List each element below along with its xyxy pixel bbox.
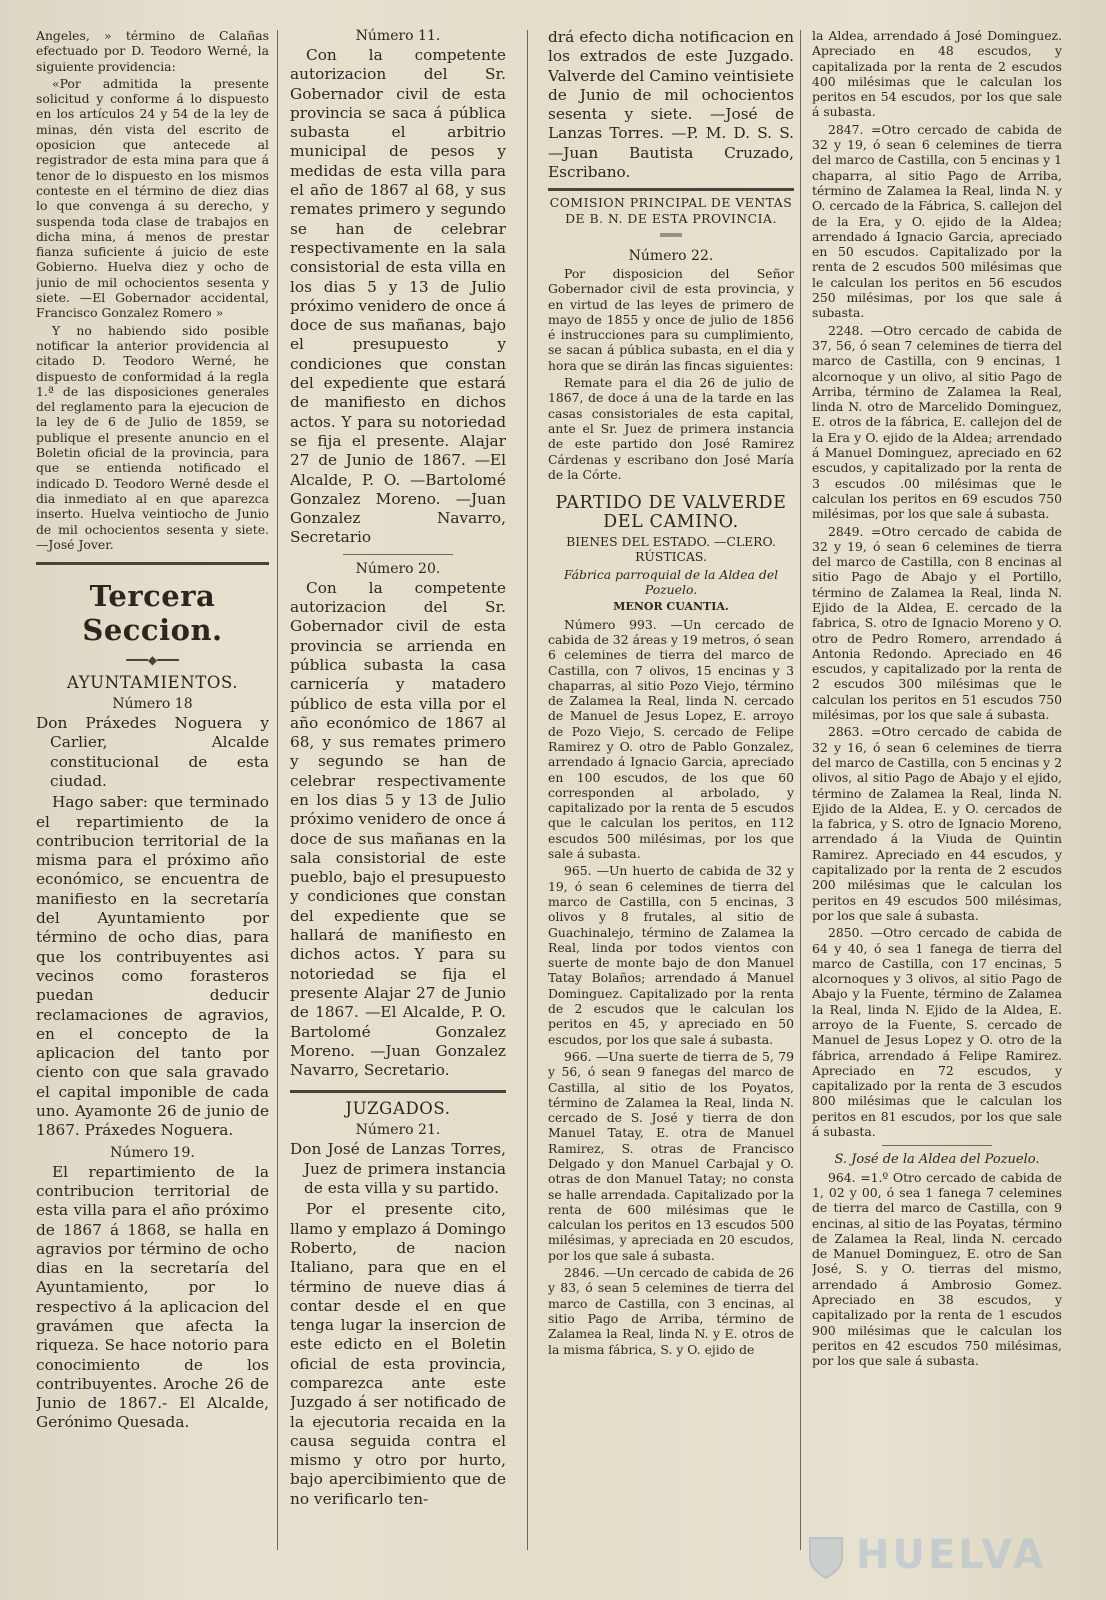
sanjose-heading: S. José de la Aldea del Pozuelo. xyxy=(834,1152,1040,1168)
estate-entry: 2863. =Otro cercado de cabida de 32 y 16, ó sean 6 celemines de tierra del marco de Castilla, con 5 encinas y 2 olivos, al sitio Pago de Abajo y el ejido, término de Zalamea la Real, linda N. Ejido de la Aldea, E. y O. cercados de la fabrica, y S. otro de Ignacio Moreno, arrendado á la Viuda de Quintin Ramirez. Apreciado en 44 escudos, y capitalizado por la renta de 2 escudos 200 milésimas que le calculan los peritos en 49 escudos 500 milésimas, por los que sale á subasta. xyxy=(812,724,1062,923)
column-4 xyxy=(812,28,1062,1588)
paragraph: Con la competente autorizacion del Sr. Gobernador civil de esta provincia se arrienda en pública subasta la casa carnicería y matadero público de esta villa por el año económico de 1867 al 68, y sus remates primero y segundo se han de celebrar respectivamente en los dias 5 y 13 de Julio próximo venidero de once á doce de sus mañanas en la sala consistorial de este pueblo, bajo el presupuesto y condiciones que constan del expediente que se hallará de manifiesto en dichos actos. Y para su notoriedad se fija el presente Alajar 27 de Junio de 1867. —El Alcalde, P. O. Bartolomé Gonzalez Moreno. —Juan Gonzalez Navarro, Secretario. xyxy=(290,578,506,1080)
estate-entry: 2847. =Otro cercado de cabida de 32 y 19, ó sean 6 celemines de tierra del marco de Castilla, con 5 encinas y 1 chaparra, al sitio Pago de Arriba, término de Zalamea la Real, linda N. y O. cercado de la Fábrica, S. callejon del de la Era, y O. ejido de la Aldea; arrendado á Ignacio Garcia, apreciado en 50 escudos. Capitalizado por la renta de 2 escudos 500 milésimas que le calculan los peritos en 56 escudos 250 milésimas, por los que sale á subasta. xyxy=(812,121,1062,321)
paragraph: la Aldea, arrendado á José Dominguez. Apreciado en 48 escudos, y capitalizada por la renta de 2 escudos 400 milésimas que le calculan los peritos en 54 escudos, por los que sale á subasta. xyxy=(812,28,1062,120)
subsection-heading: JUZGADOS. xyxy=(345,1099,451,1119)
notice-number: Número 22. xyxy=(628,247,714,264)
section-rule xyxy=(548,188,794,191)
section-rule xyxy=(290,1090,506,1093)
paragraph: Y no habiendo sido posible notificar la anterior providencia al citado D. Teodoro Werné, he dispuesto de conformidad á la regla 1.ª de las disposiciones generales del reglamento para la ejecucion de la ley de 6 de Julio de 1859, se publique el presente anuncio en el Boletin oficial de la provincia, para que se entienda notificado el indicado D. Teodoro Werné desde el dia inmediato al en que aparezca inserto. Huelva veintiocho de Junio de mil ochocientos sesenta y siete. —José Jover. xyxy=(36,322,269,552)
section-rule xyxy=(36,562,269,565)
column-3 xyxy=(548,28,794,1588)
notice-number: Número 19. xyxy=(110,1144,195,1161)
notice-number: Número 20. xyxy=(355,560,441,577)
subsection-heading: AYUNTAMIENTOS. xyxy=(66,673,239,693)
watermark: HUELVA xyxy=(856,1532,1047,1578)
column-rule xyxy=(277,30,278,1550)
paragraph: Remate para el dia 26 de julio de 1867, de doce á una de la tarde en las casas consistoriales de esta capital, ante el Sr. Juez de primera instancia de este partido don José Ramirez Cárdenas y escribano don José María de la Córte. xyxy=(548,375,794,482)
notice-number: Número 18 xyxy=(112,696,193,713)
estate-entry: 2248. —Otro cercado de cabida de 37, 56, ó sean 7 celemines de tierra del marco de Castilla, con 9 encinas, 1 alcornoque y un olivo, al sitio Pago de Arriba, término de Zalamea la Real, linda N. otro de Marcelido Dominguez, E. otros de la fábrica, E. callejon del de la Era y O. ejido de la Aldea; arrendado á Manuel Dominguez, apreciado en 62 escudos, y capitalizado por la renta de 3 escudos .00 milésimas que le calculan los peritos en 69 escudos 750 milésimas, por los que sale á subasta. xyxy=(812,322,1062,522)
notice-number: Número 11. xyxy=(355,28,441,44)
fabrica-heading: Fábrica parroquial de la Aldea del Pozuelo. xyxy=(563,566,779,598)
paragraph: Con la competente autorizacion del Sr. Gobernador civil de esta provincia se saca á pública subasta el arbitrio municipal de pesos y medidas de esta villa para el año de 1867 al 68, y sus remates primero y segundo se han de celebrar respectivamente en la sala consistorial de esta villa en los dias 5 y 13 de Julio próximo venidero de once á doce de sus mañanas, bajo el presupuesto y condiciones que constan del expediente que estará de manifiesto en dichos actos. Y para su notoriedad se fija el presente. Alajar 27 de Junio de 1867. —El Alcalde, P. O. —Bartolomé Gonzalez Moreno. —Juan Gonzalez Navarro, Secretario xyxy=(290,46,506,547)
notice-number: Número 21. xyxy=(355,1122,441,1139)
paragraph: Don Práxedes Noguera y Carlier, Alcalde constitucional de esta ciudad. xyxy=(36,714,269,790)
column-1 xyxy=(36,28,269,1588)
party-heading: PARTIDO DE VALVERDE DEL CAMINO. xyxy=(555,493,787,533)
ornament-divider: ═══ xyxy=(660,227,682,242)
ornament-divider: ━━━◆━━━ xyxy=(126,653,179,668)
estate-entry: 2850. —Otro cercado de cabida de 64 y 40, ó sea 1 fanega de tierra del marco de Castilla, con 17 encinas, 5 alcornoques y 3 olivos, al sitio Pago de Abajo y la Fuente, término de Zalamea la Real, linda N. Ejido de la Aldea, E. arroyo de la Fuente, S. cercado de Manuel de Jesus Lopez y O. otro de la fábrica, arrendado á Felipe Ramirez. Apreciado en 72 escudos, y capitalizado por la renta de 3 escudos 800 milésimas que le calculan los peritos en 81 escudos, por los que sale á subasta. xyxy=(812,925,1062,1140)
paragraph: Por disposicion del Señor Gobernador civil de esta provincia, y en virtud de las leyes de primero de mayo de 1855 y once de julio de 1856 é instrucciones para su cumplimiento, se sacan á pública subasta, en el dia y hora que se dirán las fincas siguientes: xyxy=(548,265,794,373)
paragraph: El repartimiento de la contribucion territorial de esta villa para el año próximo de 1867 á 1868, se halla en agravios por término de ocho dias en la secretaría del Ayuntamiento, por lo respectivo á la aplicacion del gravámen que afecta la riqueza. Se hace notorio para conocimiento de los contribuyentes. Aroche 26 de Junio de 1867.- El Alcalde, Gerónimo Quesada. xyxy=(36,1162,269,1432)
estate-entry: Número 993. —Un cercado de cabida de 32 áreas y 19 metros, ó sean 6 celemines de tierra del marco de Castilla, con 7 olivos, 15 encinas y 3 chaparras, al sitio Pozo Viejo, término de Zalamea la Real, linda N. cercado de Manuel de Jesus Lopez, E. arroyo de Pozo Viejo, S. cercado de Felipe Ramirez y O. otro de Pablo Gonzalez, arrendado á Ignacio Garcia, apreciado en 100 escudos, de los que 60 corresponden al arbolado, y capitalizado por la renta de 5 escudos que le calculan los peritos, en 112 escudos 500 milésimas, por los que sale á subasta. xyxy=(548,616,794,862)
estate-entry: 966. —Una suerte de tierra de 5, 79 y 56, ó sean 9 fanegas del marco de Castilla, al sitio de los Poyatos, término de Zalamea la Real, linda N. cercado de S. José y tierra de don Manuel Tatay, E. otra de Manuel Ramirez, S. otras de Francisco Delgado y don Manuel Carbajal y O. otras de don Manuel Tatay; no consta se halle arrendada. Capitalizado por la renta de 600 milésimas que le calculan los peritos en 13 escudos 500 milésimas, y apreciada en 20 escudos, por los que sale á subasta. xyxy=(548,1048,794,1263)
estate-entry: 2849. =Otro cercado de cabida de 32 y 19, ó sean 6 celemines de tierra del marco de Castilla, con 8 encinas al sitio Pago de Abajo y el Portillo, término de Zalamea la Real, linda N. Ejido de la Aldea, E. cercado de la fabrica, S. otro de Ignacio Moreno y O. otro de Pedro Romero, arrendado á Antonia Redondo. Apreciado en 46 escudos, y capitalizado por la renta de 2 escudos 300 milésimas que le calculan los peritos en 51 escudos 750 milésimas, por los que sale á subasta. xyxy=(812,523,1062,723)
paragraph: drá efecto dicha notificacion en los extrados de este Juzgado. Valverde del Camino veintisiete de Junio de mil ochocientos sesenta y siete. —José de Lanzas Torres. —P. M. D. S. S. —Juan Bautista Cruzado, Escribano. xyxy=(548,28,794,182)
divider xyxy=(882,1145,992,1146)
column-rule xyxy=(527,30,528,1550)
column-2 xyxy=(290,28,506,1588)
estate-entry: 964. =1.º Otro cercado de cabida de 1, 02 y 00, ó sea 1 fanega 7 celemines de tierra del marco de Castilla, con 9 encinas, al sitio de las Poyatas, término de Zalamea la Real, linda N. cercado de Manuel Dominguez, E. otro de San José, S. y O. tierras del mismo, arrendado á Ambrosio Gomez. Apreciado en 38 escudos, y capitalizado por la renta de 1 escudos 900 milésimas que le calculan los peritos en 42 escudos 750 milésimas, por los que sale á subasta. xyxy=(812,1169,1062,1369)
paragraph: «Por admitida la presente solicitud y conforme á lo dispuesto en los artículos 24 y 54 de la ley de minas, dén vista del escrito de oposicion que antecede al registrador de esta mina para que á tenor de lo dispuesto en los mismos conteste en el término de diez dias lo que convenga á su derecho, y suspenda toda clase de trabajos en dicha mina, á menos de prestar fianza suficiente á juicio de este Gobierno. Huelva diez y ocho de junio de mil ochocientos sesenta y siete. —El Gobernador accidental, Francisco Gonzalez Romero » xyxy=(36,75,269,321)
column-rule xyxy=(800,30,801,1550)
bienes-heading: BIENES DEL ESTADO. —CLERO. RÚSTICAS. xyxy=(566,534,776,565)
paragraph: Angeles, » término de Calañas efectuado por D. Teodoro Werné, la siguiente providencia: xyxy=(36,28,269,74)
shield-icon xyxy=(806,1534,846,1580)
estate-entry: 2846. —Un cercado de cabida de 26 y 83, ó sean 5 celemines de tierra del marco de Castilla, con 3 encinas, al sitio Pago de Arriba, término de Zalamea la Real, linda N. y E. otros de la misma fábrica, S. y O. ejido de xyxy=(548,1265,794,1357)
paragraph: Por el presente cito, llamo y emplazo á Domingo Roberto, de nacion Italiano, para que en el término de nueve dias á contar desde el en que tenga lugar la insercion de este edicto en el Boletin oficial de esta provincia, comparezca ante este Juzgado á ser notificado de la ejecutoria recaida en la causa seguida contra el mismo y otro por hurto, bajo apercibimiento que de no verificarlo ten- xyxy=(290,1200,506,1508)
section-heading: Tercera Seccion. xyxy=(82,579,223,648)
estate-entry: 965. —Un huerto de cabida de 32 y 19, ó sean 6 celemines de tierra del marco de Castilla, con 5 encinas, 3 olivos y 8 frutales, al sitio de Guachinalejo, término de Zalamea la Real, linda por todos vientos con suerte de monte bajo de don Manuel Tatay Bolaños; arrendado á Manuel Dominguez. Capitalizado por la renta de 2 escudos que le calculan los peritos en 45, y apreciado en 50 escudos, por los que sale á subasta. xyxy=(548,863,794,1047)
commission-heading: COMISION PRINCIPAL DE VENTAS DE B. N. DE ESTA PROVINCIA. xyxy=(549,195,793,226)
paragraph: Hago saber: que terminado el repartimiento de la contribucion territorial de la misma para el próximo año económico, se encuentra de manifiesto en la secretaría del Ayuntamiento por término de ocho dias, para que los contribuyentes asi vecinos como forasteros puedan deducir reclamaciones de agravios, en el concepto de la aplicacion del tanto por ciento con que sala gravado el capital imponible de cada uno. Ayamonte 26 de junio de 1867. Práxedes Noguera. xyxy=(36,793,269,1140)
paragraph: Don José de Lanzas Torres, Juez de primera instancia de esta villa y su partido. xyxy=(290,1140,506,1198)
divider xyxy=(343,554,453,555)
menor-cuantia-heading: MENOR CUANTIA. xyxy=(613,600,729,614)
